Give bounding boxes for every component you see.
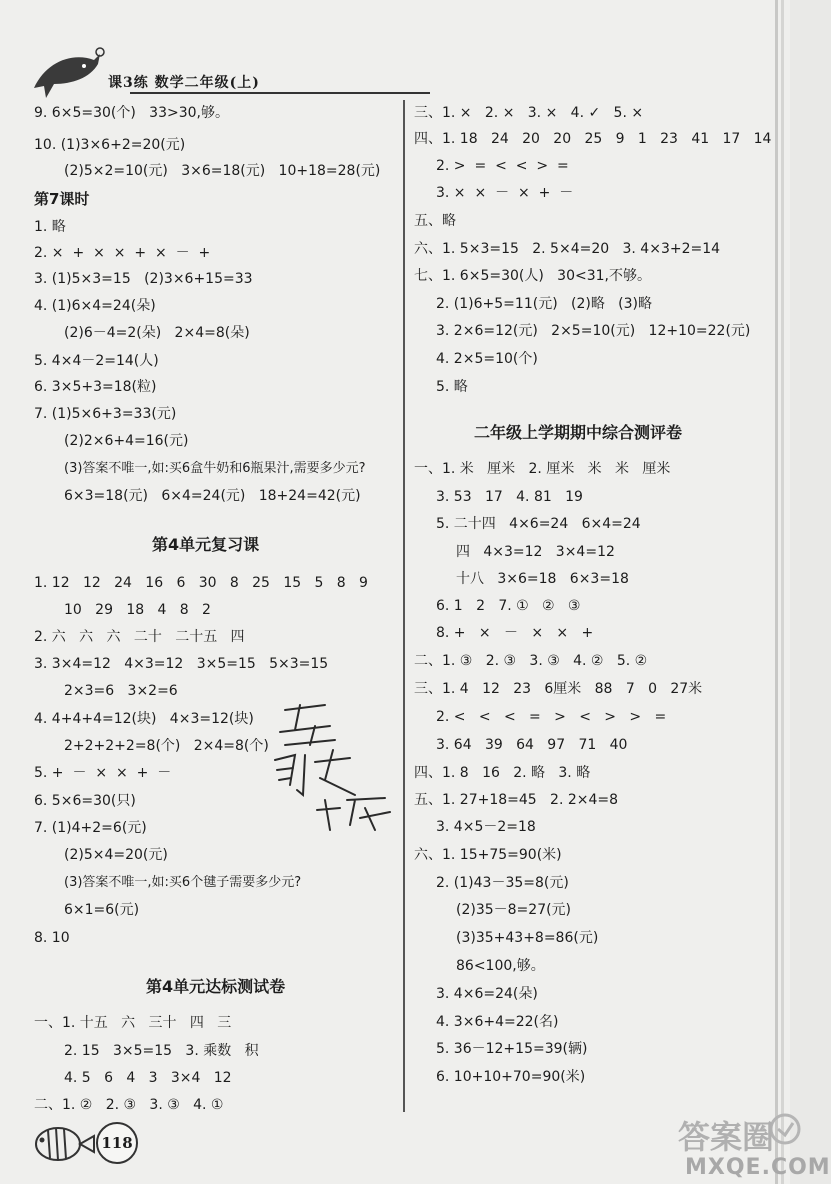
watermark-url: MXQE.COM (685, 1155, 831, 1180)
answer-line: 6×1=6(元) (64, 902, 140, 918)
page-edge (775, 0, 778, 1184)
section-heading: 二年级上学期期中综合测评卷 (474, 423, 683, 442)
answer-line: 3. 4×6=24(朵) (436, 986, 538, 1002)
column-divider (403, 100, 405, 1112)
answer-line: 五、略 (414, 213, 456, 229)
answer-line: 3. × × － × + － (436, 185, 574, 201)
answer-line: 2. < < < = > < > > = (436, 709, 667, 725)
answer-line: 6. 1 2 7. ① ② ③ (436, 598, 581, 614)
answer-line: 1. 12 12 24 16 6 30 8 25 15 5 8 9 (34, 575, 368, 591)
answer-line: (2)5×2=10(元) 3×6=18(元) 10+18=28(元) (64, 163, 381, 179)
answer-line: 10. (1)3×6+2=20(元) (34, 137, 186, 153)
answer-line: (2)2×6+4=16(元) (64, 433, 189, 449)
answer-line: 十八 3×6=18 6×3=18 (456, 571, 629, 587)
answer-line: 10 29 18 4 8 2 (64, 602, 211, 618)
answer-line: 5. 二十四 4×6=24 6×4=24 (436, 516, 641, 532)
section-heading: 第7课时 (34, 190, 90, 208)
fish-decoration-icon (28, 1118, 98, 1166)
answer-line: 2. (1)6+5=11(元) (2)略 (3)略 (436, 296, 653, 312)
answer-line: (2)35－8=27(元) (456, 902, 572, 918)
answer-line: 四 4×3=12 3×4=12 (456, 544, 615, 560)
answer-line: 5. 4×4－2=14(人) (34, 353, 159, 369)
answer-line: (3)35+43+8=86(元) (456, 930, 599, 946)
header-rule (130, 92, 430, 94)
answer-line: 2. × + × × + × － + (34, 245, 211, 261)
answer-line: 2×3=6 3×2=6 (64, 683, 178, 699)
answer-line: 86<100,够。 (456, 958, 545, 974)
answer-line: 9. 6×5=30(个) 33>30,够。 (34, 105, 229, 121)
answer-line: 二、1. ③ 2. ③ 3. ③ 4. ② 5. ② (414, 653, 648, 669)
answer-line: 1. 略 (34, 219, 66, 235)
answer-line: 四、1. 8 16 2. 略 3. 略 (414, 765, 591, 781)
answer-line: 3. 2×6=12(元) 2×5=10(元) 12+10=22(元) (436, 323, 751, 339)
section-heading: 第4单元复习课 (152, 535, 260, 554)
answer-line: 5. 36－12+15=39(辆) (436, 1041, 588, 1057)
answer-line: 6. 3×5+3=18(粒) (34, 379, 157, 395)
answer-line: (2)6－4=2(朵) 2×4=8(朵) (64, 325, 250, 341)
answer-line: 5. 略 (436, 379, 468, 395)
answer-line: 3. 3×4=12 4×3=12 3×5=15 5×3=15 (34, 656, 329, 672)
answer-line: 二、1. ② 2. ③ 3. ③ 4. ① (34, 1097, 224, 1113)
answer-line: 3. 53 17 4. 81 19 (436, 489, 583, 505)
answer-line: 8. 10 (34, 930, 70, 946)
answer-line: 六、1. 15+75=90(米) (414, 847, 562, 863)
watermark-text: 答案圈 (678, 1118, 775, 1156)
answer-line: 5. + － × × + － (34, 765, 172, 781)
answer-line: 2. > = < < > = (436, 158, 569, 174)
answer-line: 一、1. 米 厘米 2. 厘米 米 米 厘米 (414, 461, 671, 477)
answer-line: 2+2+2+2=8(个) 2×4=8(个) (64, 738, 269, 754)
answer-line: 五、1. 27+18=45 2. 2×4=8 (414, 792, 619, 808)
answer-line: (2)5×4=20(元) (64, 847, 168, 863)
dolphin-logo-icon (28, 44, 108, 104)
answer-line: 7. (1)5×6+3=33(元) (34, 406, 177, 422)
answer-line: 一、1. 十五 六 三十 四 三 (34, 1015, 232, 1031)
answer-line: 6. 10+10+70=90(米) (436, 1069, 586, 1085)
answer-line: (3)答案不唯一,如:买6盒牛奶和6瓶果汁,需要多少元? (64, 461, 366, 476)
answer-line: 3. 64 39 64 97 71 40 (436, 737, 628, 753)
answer-line: 4. 3×6+4=22(名) (436, 1014, 559, 1030)
answer-line: 4. (1)6×4=24(朵) (34, 298, 156, 314)
answer-line: 2. (1)43－35=8(元) (436, 875, 569, 891)
answer-line: 7. (1)4+2=6(元) (34, 820, 147, 836)
answer-line: 4. 4+4+4=12(块) 4×3=12(块) (34, 711, 254, 727)
answer-line: 3. 4×5－2=18 (436, 819, 536, 835)
answer-line: 六、1. 5×3=15 2. 5×4=20 3. 4×3+2=14 (414, 241, 721, 257)
answer-line: (3)答案不唯一,如:买6个毽子需要多少元? (64, 875, 302, 890)
header-title: 课3练 数学二年级(上) (108, 75, 260, 91)
page-number: 118 (96, 1122, 138, 1164)
answer-line: 三、1. × 2. × 3. × 4. ✓ 5. × (414, 105, 644, 121)
answer-line: 三、1. 4 12 23 6厘米 88 7 0 27米 (414, 681, 703, 697)
answer-line: 6. 5×6=30(只) (34, 793, 136, 809)
answer-line: 2. 15 3×5=15 3. 乘数 积 (64, 1043, 259, 1059)
answer-line: 4. 5 6 4 3 3×4 12 (64, 1070, 232, 1086)
answer-line: 四、1. 18 24 20 20 25 9 1 23 41 17 14 (414, 131, 772, 147)
answer-line: 3. (1)5×3=15 (2)3×6+15=33 (34, 271, 253, 287)
answer-line: 4. 2×5=10(个) (436, 351, 538, 367)
page-edge (781, 0, 784, 1184)
section-heading: 第4单元达标测试卷 (146, 977, 286, 996)
answer-line: 2. 六 六 六 二十 二十五 四 (34, 629, 245, 645)
answer-line: 6×3=18(元) 6×4=24(元) 18+24=42(元) (64, 488, 361, 504)
answer-line: 七、1. 6×5=30(人) 30<31,不够。 (414, 268, 651, 284)
answer-line: 8. + × － × × + (436, 625, 594, 641)
handwriting-annotation (255, 700, 405, 840)
